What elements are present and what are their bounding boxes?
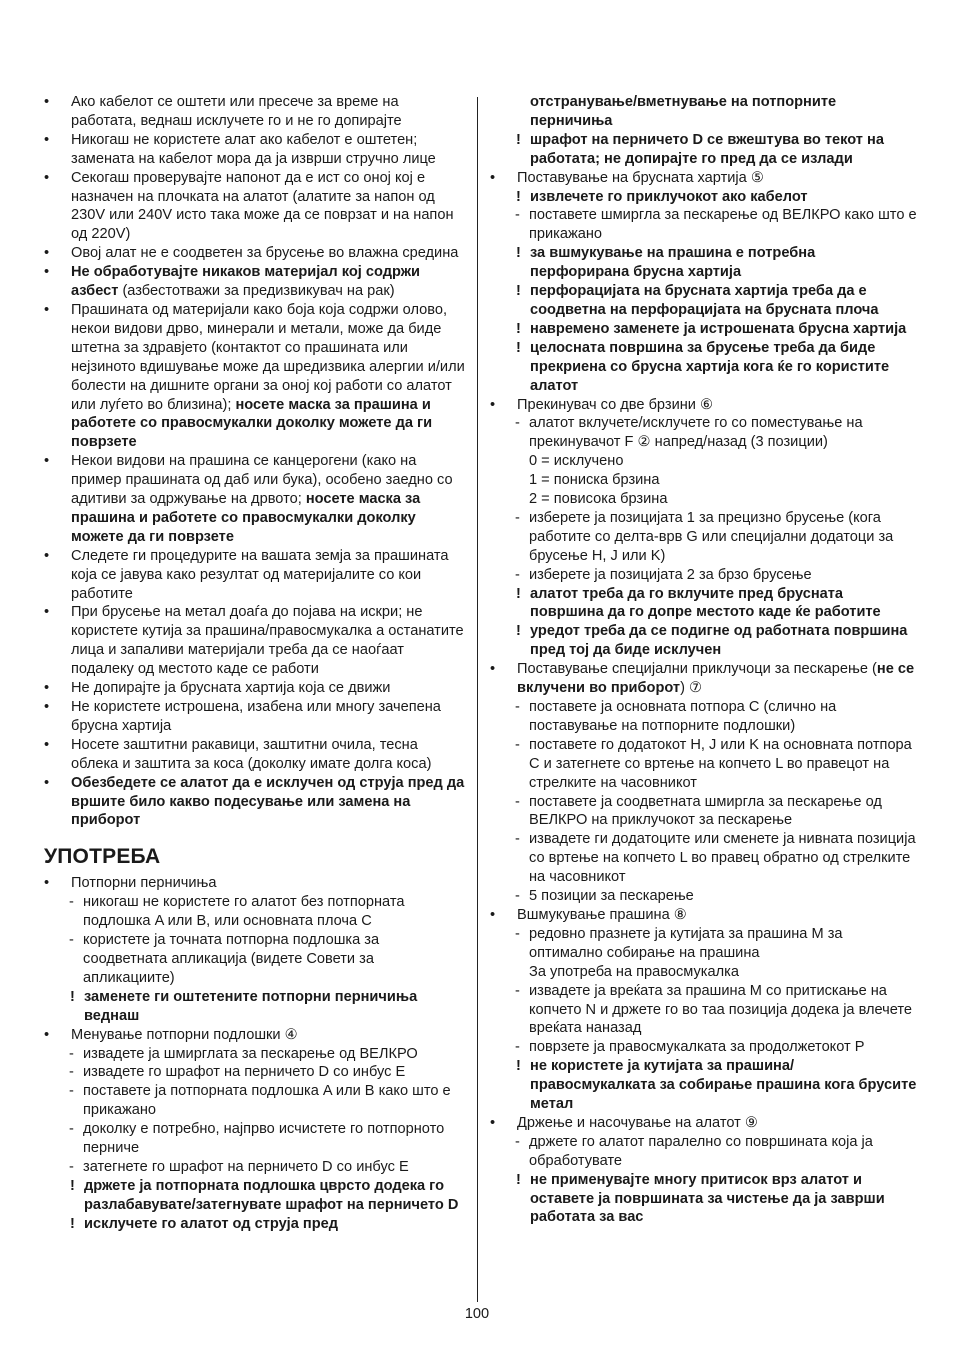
- bold-text: Обезбедете се алатот да е исклучен од струја пред да вршите било какво подесување или замена на приборот: [71, 774, 465, 829]
- item-text: Некои видови на прашина се канцерогени (како на пример прашината од даб или бука), особено заедно со адитиви за одржување на дрвото;: [71, 453, 453, 508]
- bullet-item: [44, 1026, 466, 1045]
- dash-marker: -: [515, 509, 520, 526]
- safety-list-item: [44, 244, 466, 263]
- item-text: Не допирајте ја брусната хартија која се движи: [71, 680, 391, 697]
- bullet-item: [490, 396, 918, 415]
- dash-item: [490, 982, 918, 1039]
- item-text: држете ја потпорната подлошка цврсто додека го разлабавувате/затегнувате шрафот на перничето D: [84, 1177, 459, 1213]
- item-text: шрафот на перничето D се вжештува во текот на работата; не допирајте го пред да се излади: [530, 131, 884, 167]
- item-text: поставете ја основната потпора C (слично на поставување на потпорните подлошки): [529, 699, 837, 734]
- item-text: користете ја точната потпорна подлошка за соодветната апликација (видете Совети за апликациите): [83, 932, 380, 986]
- item-text: Ако кабелот се оштети или пресече за време на работата, веднаш исклучете го и не го допирајте: [71, 94, 402, 129]
- item-text: поставете го додатокот H, J или K на основната потпора C и затегнете со вртење на копчето L во правецот на стрелките на часовникот: [529, 736, 912, 791]
- dash-marker: -: [69, 1045, 74, 1062]
- item-text: Држење и насочување на алатот ⑨: [517, 1114, 758, 1131]
- bullet-item: [490, 660, 918, 698]
- item-text: извадете ја шмирглата за пескарење од ВЕЛКРО: [83, 1045, 418, 1062]
- dash-item: [490, 736, 918, 793]
- warning-item: [490, 1057, 918, 1114]
- dash-item: [44, 1045, 466, 1064]
- section-heading: УПОТРЕБА: [44, 845, 161, 869]
- bullet-marker: •: [44, 699, 50, 715]
- dash-marker: -: [69, 1158, 74, 1175]
- warning-item: [490, 622, 918, 660]
- bold-text: не се вклучени во приборот: [517, 661, 915, 697]
- safety-list-item: [44, 547, 466, 604]
- item-text: не користете ја кутијата за прашина/ правосмукалката за собирање прашина кога брусите метал: [530, 1058, 917, 1113]
- item-text: уредот треба да се подигне од работната површина пред тој да биде исклучен: [530, 623, 908, 659]
- dash-marker: -: [515, 699, 520, 715]
- dash-item: [44, 931, 466, 988]
- safety-list-item: [44, 93, 466, 131]
- dash-marker: -: [515, 793, 520, 810]
- bullet-item: [490, 169, 918, 188]
- item-text: отстранување/вметнување на потпорните перничиња: [530, 94, 837, 129]
- dash-item: [490, 1133, 918, 1171]
- column-divider: [477, 97, 478, 1302]
- item-text: алатот вклучете/исклучете го со поместување на прекинувачот F ② напред/назад (3 позиции): [529, 415, 863, 451]
- item-text: поставете шмиргла за пескарење од ВЕЛКРО како што е прикажано: [529, 207, 917, 243]
- item-text: алатот треба да го вклучите пред брусната површина да го допре местото каде ќе работите: [530, 585, 881, 621]
- usage-instructions-continued-list: [490, 93, 918, 1227]
- warning-item: [490, 585, 918, 623]
- item-text: редовно празнете ја кутијата за прашина M за оптимално собирање на прашина: [529, 925, 843, 961]
- item-text: 0 = исклучено: [529, 453, 624, 470]
- warning-marker: !: [516, 1058, 521, 1075]
- warning-marker: !: [516, 131, 521, 148]
- safety-list-item: [44, 774, 466, 831]
- item-text: изберете ја позицијата 1 за прецизно брусење (кога работите со делта-врв G или специјални додатоци за брусење H, J или K): [529, 509, 894, 564]
- safety-list-item: [44, 169, 466, 245]
- bullet-marker: •: [490, 906, 496, 923]
- plain-item: [490, 963, 918, 982]
- dash-item: [490, 509, 918, 566]
- dash-marker: -: [515, 1133, 520, 1150]
- dash-marker: -: [69, 932, 74, 949]
- warning-marker: !: [516, 623, 521, 640]
- warning-item: [490, 1171, 918, 1228]
- item-text: 5 позиции за пескарење: [529, 888, 694, 905]
- item-text: извадете ја вреќата за прашина M со притискање на копчето N и држете го во таа позиција додека ја влечете вреќата наназад: [529, 982, 913, 1037]
- item-text: Не користете истрошена, изабена или многу зачепена брусна хартија: [71, 699, 441, 734]
- dash-marker: -: [515, 207, 520, 224]
- item-text: 1 = пониска брзина: [529, 472, 660, 489]
- warning-item: [490, 188, 918, 207]
- item-text: Потпорни перничиња: [71, 875, 217, 892]
- dash-marker: -: [69, 1083, 74, 1100]
- item-text: Секогаш проверувајте напонот да е ист со оној кој е назначен на плочката на алатот (алатите за напон од 230V или 240V исто така може да се поврзат и на напон од 220V): [71, 169, 454, 243]
- dash-item: [490, 887, 918, 906]
- bullet-marker: •: [44, 680, 50, 697]
- dash-marker: -: [515, 415, 520, 432]
- dash-item: [44, 893, 466, 931]
- item-text: ) ⑦: [680, 680, 703, 697]
- warning-item: [44, 988, 466, 1026]
- safety-list-item: [44, 301, 466, 452]
- bullet-marker: •: [44, 1026, 50, 1043]
- warning-item: [490, 320, 918, 339]
- item-text: Никогаш не користете алат ако кабелот е оштетен; замената на кабелот мора да ја изврши стручно лице: [71, 131, 436, 167]
- safety-instructions-list: [44, 93, 466, 830]
- item-text: држете го алатот паралелно со површината која ја обработувате: [529, 1133, 873, 1169]
- warning-item: [490, 282, 918, 320]
- warning-item: [44, 1177, 466, 1215]
- warning-marker: !: [70, 988, 75, 1005]
- safety-list-item: [44, 452, 466, 547]
- item-text: Прекинувач со две брзини ⑥: [517, 396, 714, 413]
- dash-item: [490, 414, 918, 452]
- item-text: исклучете го алатот од струја пред: [84, 1215, 339, 1232]
- safety-list-item: [44, 736, 466, 774]
- bold-text: носете маска за прашина и работете со правосмукалки доколку можете да ги поврзете: [71, 396, 433, 451]
- item-text: Поставување на брусната хартија ⑤: [517, 169, 764, 186]
- item-text: извлечете го приклучокот ако кабелот: [530, 188, 808, 205]
- bullet-marker: •: [44, 301, 50, 318]
- plain-item: [490, 452, 918, 471]
- page-number: 100: [464, 1306, 490, 1322]
- item-text: заменете ги оштетените потпорни перничиња веднаш: [84, 988, 418, 1024]
- item-text: 2 = повисока брзина: [529, 491, 668, 508]
- bullet-marker: •: [490, 169, 496, 186]
- bullet-marker: •: [44, 453, 50, 470]
- dash-marker: -: [515, 888, 520, 905]
- dash-item: [490, 206, 918, 244]
- safety-list-item: [44, 698, 466, 736]
- usage-instructions-list: [44, 874, 466, 1233]
- item-text: за вшмукување на прашина е потребна перфорирана брусна хартија: [530, 245, 816, 281]
- warning-marker: !: [516, 320, 521, 337]
- item-text: не применувајте многу притисок врз алатот и оставете ја површината за чистење да ја заврши работата за вас: [530, 1171, 885, 1226]
- item-text: поставете ја соодветната шмиргла за пескарење од ВЕЛКРО на приклучокот за пескарење: [529, 793, 882, 829]
- item-text: извадете ги додатоците или сменете ја нивната позиција со вртење на копчето L во правец обратно од стрелките на часовникот: [529, 831, 916, 886]
- dash-item: [44, 1063, 466, 1082]
- safety-list-item: [44, 131, 466, 169]
- bullet-marker: •: [44, 169, 50, 186]
- warning-item: [490, 339, 918, 396]
- warning-marker: !: [516, 188, 521, 205]
- item-text: При брусење на метал доаѓа до појава на искри; не користете кутија за прашина/правосмукалка а останатите лица и запаливи материјали треба да се наоѓаат подалеку од местото каде се работи: [71, 604, 464, 678]
- dash-marker: -: [515, 566, 520, 583]
- dash-marker: -: [515, 1039, 520, 1056]
- dash-item: [490, 793, 918, 831]
- bullet-marker: •: [44, 245, 50, 262]
- dash-item: [44, 1158, 466, 1177]
- warning-marker: !: [516, 245, 521, 262]
- item-text: Поставување специјални приклучоци за пескарење (: [517, 661, 877, 678]
- warning-item: [44, 1215, 466, 1234]
- item-text: (азбестотважи за предизвикувач на рак): [118, 283, 395, 300]
- dash-marker: -: [515, 831, 520, 848]
- item-text: перфорацијата на брусната хартија треба да е соодветна на перфорацијата на брусната плоча: [530, 283, 879, 318]
- dash-marker: -: [69, 894, 74, 911]
- warning-marker: !: [70, 1177, 75, 1194]
- left-column: [44, 93, 466, 1234]
- dash-item: [490, 698, 918, 736]
- bold-text: носете маска за прашина и работете со правосмукалки доколку можете да ги поврзете: [71, 491, 421, 545]
- dash-item: [44, 1082, 466, 1120]
- item-text: поставете ја потпорната подлошка A или B како што е прикажано: [83, 1083, 451, 1119]
- bullet-marker: •: [44, 774, 50, 791]
- warning-marker: !: [70, 1215, 75, 1232]
- warning-marker: !: [516, 283, 521, 300]
- dash-marker: -: [69, 1064, 74, 1081]
- item-text: Следете ги процедурите на вашата земја за прашината која се јавува како резултат од материјалите со кои работите: [71, 547, 449, 602]
- bullet-marker: •: [44, 547, 50, 564]
- dash-item: [490, 1038, 918, 1057]
- bullet-marker: •: [490, 661, 496, 678]
- item-text: никогаш не користете го алатот без потпорната подлошка A или B, или основната плоча C: [83, 894, 405, 930]
- item-text: доколку е потребно, најпрво исчистете го потпорното перниче: [83, 1121, 445, 1157]
- bullet-marker: •: [44, 736, 50, 753]
- plain-item: [490, 490, 918, 509]
- bullet-marker: •: [44, 604, 50, 621]
- dash-marker: -: [69, 1121, 74, 1138]
- warning-item-continued: [490, 93, 918, 131]
- right-column: [490, 93, 918, 1227]
- warning-item: [490, 131, 918, 169]
- dash-marker: -: [515, 925, 520, 942]
- bullet-marker: •: [44, 131, 50, 148]
- bold-text: Не обработувајте никаков материјал кој содржи азбест: [71, 264, 421, 300]
- dash-marker: -: [515, 736, 520, 753]
- dash-item: [44, 1120, 466, 1158]
- item-text: Носете заштитни ракавици, заштитни очила, тесна облека и заштита за коса (доколку имате долга коса): [71, 736, 432, 772]
- bullet-item: [490, 906, 918, 925]
- item-text: Прашината од материјали како боја која содржи олово, некои видови дрво, минерали и метали, може да биде штетна за здравјето (контактот со прашината или нејзиното вдишување може да шредизвика алергии и/или болести на дишните органи за оној кој работи со алатот или луѓето во близина);: [71, 301, 465, 413]
- warning-marker: !: [516, 1171, 521, 1188]
- item-text: извадете го шрафот на перничето D со инбус E: [83, 1064, 406, 1081]
- bullet-item: [490, 1114, 918, 1133]
- dash-item: [490, 830, 918, 887]
- item-text: целосната површина за брусење треба да биде прекриена со брусна хартија кога ќе го користите алатот: [530, 339, 890, 394]
- safety-list-item: [44, 603, 466, 679]
- bullet-marker: •: [490, 396, 496, 413]
- warning-marker: !: [516, 339, 521, 356]
- item-text: Менување потпорни подлошки ④: [71, 1026, 298, 1043]
- safety-list-item: [44, 679, 466, 698]
- item-text: За употреба на правосмукалка: [529, 963, 739, 980]
- dash-item: [490, 925, 918, 963]
- bullet-marker: •: [44, 875, 50, 892]
- bullet-marker: •: [44, 94, 50, 110]
- item-text: изберете ја позицијата 2 за брзо брусење: [529, 566, 812, 583]
- item-text: Вшмукување прашина ⑧: [517, 906, 687, 923]
- plain-item: [490, 471, 918, 490]
- bullet-marker: •: [44, 264, 50, 281]
- safety-list-item: [44, 263, 466, 301]
- dash-marker: -: [515, 982, 520, 999]
- item-text: Овој алат не е соодветен за брусење во влажна средина: [71, 245, 459, 262]
- item-text: затегнете го шрафот на перничето D со инбус E: [83, 1158, 409, 1175]
- item-text: навремено заменете ја истрошената брусна хартија: [530, 320, 907, 337]
- item-text: поврзете ја правосмукалката за продолжетокот P: [529, 1039, 865, 1056]
- warning-item: [490, 244, 918, 282]
- bullet-item: [44, 874, 466, 893]
- dash-item: [490, 566, 918, 585]
- warning-marker: !: [516, 585, 521, 602]
- bullet-marker: •: [490, 1114, 496, 1131]
